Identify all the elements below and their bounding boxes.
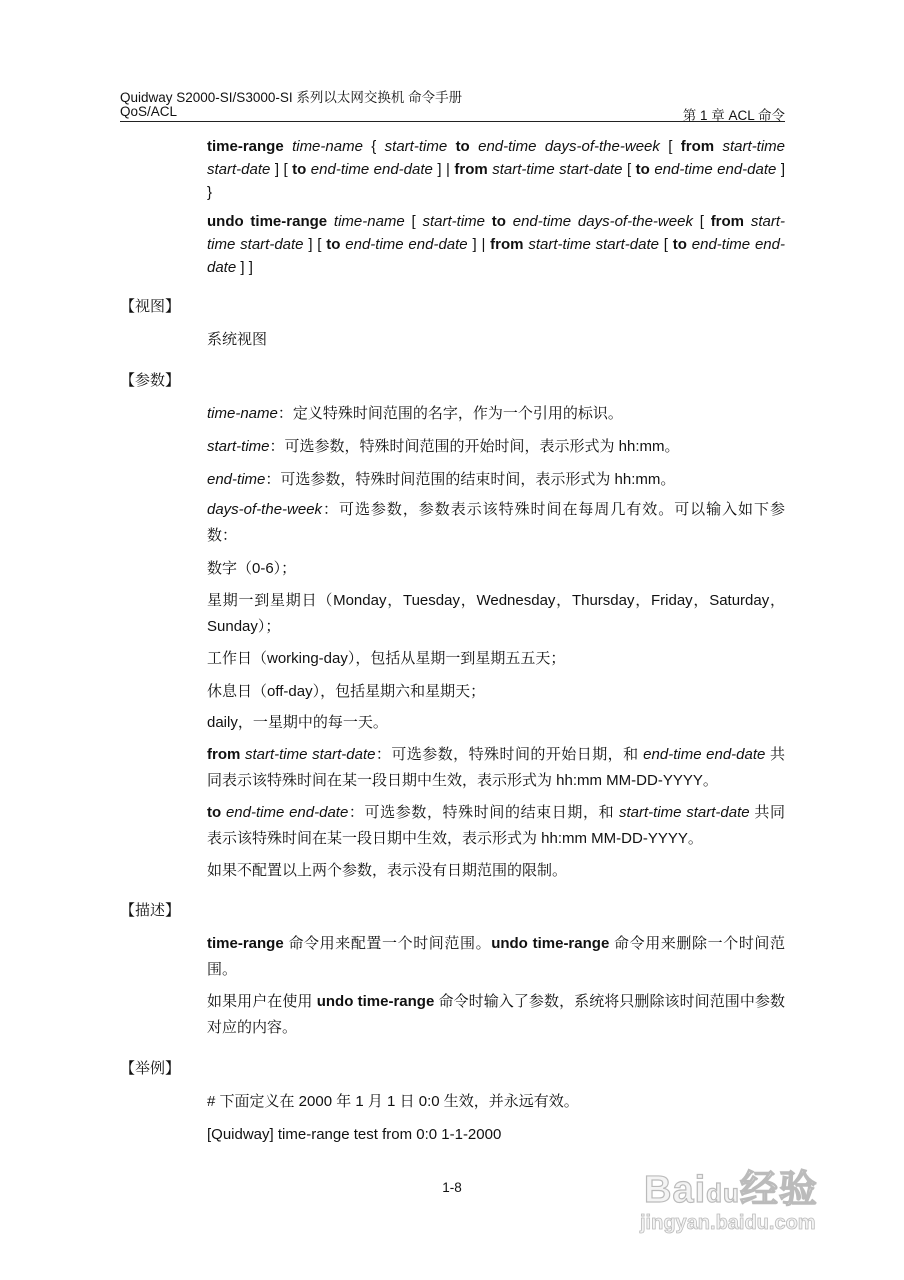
keyword: undo time-range xyxy=(207,213,328,230)
parameter-name: end-time end-date xyxy=(643,746,766,763)
parameter-name: start-time start-date xyxy=(618,804,750,821)
keyword: from xyxy=(454,161,488,178)
text-segment: ] [ xyxy=(303,236,327,253)
parameter-description xyxy=(207,434,785,460)
text-segment: 如果用户在使用 xyxy=(207,993,317,1010)
parameter-name: start-time xyxy=(207,438,270,455)
keyword: to xyxy=(292,161,307,178)
text-segment: ] [ xyxy=(270,161,293,178)
chapter-title: 第 1 章 ACL 命令 xyxy=(682,108,785,123)
parameter-name: start-time xyxy=(384,138,448,155)
keyword: from xyxy=(207,746,241,763)
parameter-description xyxy=(207,679,785,705)
parameter-name: end-time end-date xyxy=(225,804,349,821)
text-segment: { xyxy=(362,138,385,155)
parameter-name: end-time end-date xyxy=(207,236,785,276)
parameter-description xyxy=(207,556,785,582)
keyword: to xyxy=(326,236,341,253)
baidu-watermark xyxy=(640,1140,870,1250)
parameter-name: start-time start-date xyxy=(207,213,785,253)
parameter-name: time-name xyxy=(333,213,405,230)
text-segment: 工作日（working-day），包括从星期一到星期五五天； xyxy=(207,650,566,667)
description-paragraph xyxy=(207,931,785,983)
undo-command-syntax xyxy=(207,210,785,279)
parameter-name: end-time days-of-the-week xyxy=(512,213,693,230)
parameter-description xyxy=(207,588,785,640)
keyword: time-range xyxy=(207,935,284,952)
section-heading-example: 【举例】 xyxy=(120,1060,181,1077)
parameter-name: end-time xyxy=(207,471,266,488)
keyword: undo time-range xyxy=(491,935,610,952)
text-segment: [ xyxy=(659,236,673,253)
parameter-description xyxy=(207,467,785,493)
view-text xyxy=(207,328,785,351)
parameter-name: start-time start-date xyxy=(528,236,659,253)
text-segment xyxy=(470,138,478,155)
keyword: undo time-range xyxy=(316,993,435,1010)
text-segment: 数字（0-6）； xyxy=(207,560,297,577)
text-segment: 星期一到星期日（Monday，Tuesday，Wednesday，Thursday，Friday，Saturday，Sunday）； xyxy=(207,592,785,635)
section-heading-desc: 【描述】 xyxy=(120,902,181,919)
parameter-name: time-name xyxy=(292,138,363,155)
text-segment: 命令用来删除一个时间范围。 xyxy=(207,935,786,978)
section-heading-view: 【视图】 xyxy=(120,298,181,315)
parameter-name: start-time start-date xyxy=(492,161,623,178)
text-segment: ：可选参数，参数表示该特殊时间在每周几有效。可以输入如下参数： xyxy=(207,501,785,544)
text-segment: 命令用来配置一个时间范围。 xyxy=(283,935,492,952)
header-row xyxy=(120,104,785,123)
text-segment xyxy=(714,138,722,155)
text-segment: [Quidway] time-range test from 0:0 1-1-2000 xyxy=(207,1126,502,1143)
keyword: from xyxy=(680,138,715,155)
keyword: to xyxy=(672,236,687,253)
parameter-name: start-time xyxy=(422,213,486,230)
text-segment: 如果不配置以上两个参数，表示没有日期范围的限制。 xyxy=(207,862,568,879)
text-segment xyxy=(744,213,751,230)
parameter-name: start-time start-date xyxy=(207,138,786,178)
text-segment xyxy=(485,213,492,230)
parameter-description xyxy=(207,401,785,427)
text-segment xyxy=(327,213,334,230)
document-title: Quidway S2000-SI/S3000-SI 系列以太网交换机 命令手册 xyxy=(120,90,463,105)
text-segment: 系统视图 xyxy=(207,331,268,348)
watermark-url: jingyan.baidu.com xyxy=(640,1212,816,1234)
section-heading-params: 【参数】 xyxy=(120,372,181,389)
example-comment xyxy=(207,1090,785,1113)
text-segment: 共同表示该特殊时间在某一段日期中生效，表示形式为 hh:mm MM-DD-YYYY。 xyxy=(207,804,786,847)
description-paragraph xyxy=(207,989,785,1041)
text-segment: ] } xyxy=(207,161,786,201)
parameter-name: time-name xyxy=(207,405,278,422)
keyword: to xyxy=(635,161,650,178)
text-segment: [ xyxy=(622,161,636,178)
text-segment: [ xyxy=(692,213,711,230)
parameter-name: start-time start-date xyxy=(244,746,376,763)
parameter-name: end-time end-date xyxy=(345,236,468,253)
keyword: from xyxy=(490,236,524,253)
text-segment: [ xyxy=(404,213,423,230)
keyword: to xyxy=(455,138,470,155)
keyword: from xyxy=(710,213,745,230)
parameter-description xyxy=(207,497,785,549)
text-segment: ：定义特殊时间范围的名字，作为一个引用的标识。 xyxy=(277,405,623,422)
keyword: to xyxy=(207,804,222,821)
page-number: 1-8 xyxy=(442,1180,462,1195)
command-syntax xyxy=(207,135,785,204)
text-segment: 命令时输入了参数，系统将只删除该时间范围中参数对应的内容。 xyxy=(207,993,786,1036)
text-segment: [ xyxy=(659,138,681,155)
text-segment xyxy=(284,138,292,155)
text-segment: 休息日（off-day），包括星期六和星期天； xyxy=(207,683,486,700)
text-segment: ：可选参数，特殊时间的结束日期，和 xyxy=(348,804,619,821)
parameter-name: end-time end-date xyxy=(310,161,433,178)
text-segment: # 下面定义在 2000 年 1 月 1 日 0:0 生效，并永远有效。 xyxy=(207,1093,579,1110)
parameter-description xyxy=(207,742,785,794)
section-name: QoS/ACL xyxy=(120,104,178,119)
text-segment: daily，一星期中的每一天。 xyxy=(207,714,388,731)
text-segment: ：可选参数，特殊时间范围的结束时间，表示形式为 hh:mm。 xyxy=(265,471,676,488)
text-segment xyxy=(447,138,455,155)
parameter-name: end-time end-date xyxy=(654,161,777,178)
text-segment: ] ] xyxy=(236,259,253,276)
parameter-description xyxy=(207,646,785,672)
text-segment: ：可选参数，特殊时间范围的开始时间，表示形式为 hh:mm。 xyxy=(269,438,680,455)
text-segment xyxy=(506,213,513,230)
parameter-name: days-of-the-week xyxy=(207,501,323,518)
text-segment: ] | xyxy=(467,236,491,253)
watermark-logo: Baidu经验 xyxy=(644,1169,818,1211)
text-segment: ] | xyxy=(432,161,455,178)
parameter-description xyxy=(207,710,785,736)
parameter-name: end-time days-of-the-week xyxy=(478,138,660,155)
header-rule xyxy=(120,121,785,122)
text-segment: 共同表示该特殊时间在某一段日期中生效，表示形式为 hh:mm MM-DD-YYYY。 xyxy=(207,746,785,789)
keyword: to xyxy=(491,213,506,230)
parameter-description xyxy=(207,800,785,852)
keyword: time-range xyxy=(207,138,284,155)
text-segment: ：可选参数，特殊时间的开始日期，和 xyxy=(375,746,644,763)
parameter-description xyxy=(207,858,785,884)
